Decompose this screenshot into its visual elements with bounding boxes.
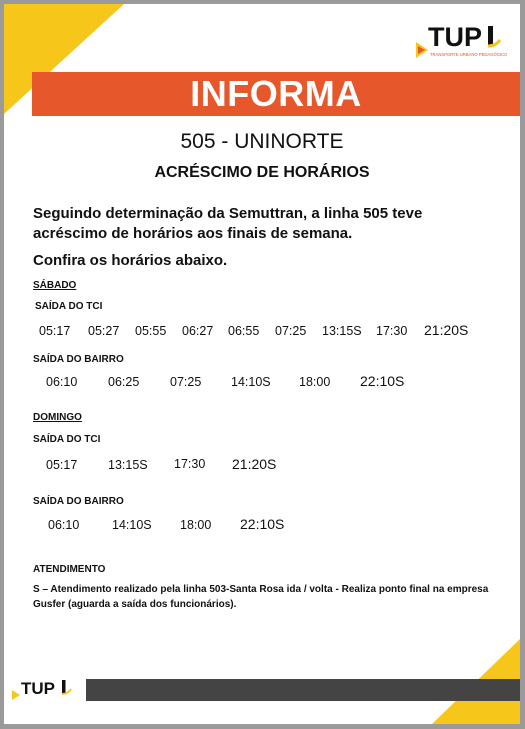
time-cell: 18:00	[299, 375, 331, 389]
time-cell: 06:25	[108, 375, 140, 389]
attendance-note: S – Atendimento realizado pela linha 503-Santa Rosa ida / volta - Realiza ponto final na empresa Gusfer (aguarda a saída dos funcionários).	[33, 584, 489, 610]
time-cell: 13:15S	[322, 324, 362, 338]
time-cell: 18:00	[180, 518, 212, 532]
intro-cta: Confira os horários abaixo.	[33, 252, 228, 269]
time-cell: 17:30	[376, 324, 408, 338]
time-cell: 07:25	[170, 375, 202, 389]
banner-title: INFORMA	[32, 72, 520, 116]
time-cell: 06:10	[48, 518, 80, 532]
notice-subtitle: ACRÉSCIMO DE HORÁRIOS	[154, 164, 370, 181]
time-cell: 14:10S	[231, 375, 271, 389]
route-title: 505 - UNINORTE	[180, 130, 344, 153]
svg-text:TUP: TUP	[428, 22, 482, 52]
time-cell: 22:10S	[240, 516, 285, 532]
tupi-logo	[416, 18, 508, 70]
time-cell: 05:27	[88, 324, 120, 338]
time-cell: 21:20S	[232, 456, 277, 472]
day-label-sunday: DOMINGO	[33, 412, 82, 423]
time-cell: 13:15S	[108, 458, 148, 472]
time-cell: 06:27	[182, 324, 214, 338]
intro-paragraph: Seguindo determinação da Semuttran, a linha 505 teve acréscimo de horários aos finais de semana.	[33, 205, 423, 242]
time-cell: 14:10S	[112, 518, 152, 532]
sat-bairro-label: SAÍDA DO BAIRRO	[33, 354, 124, 365]
time-cell: 07:25	[275, 324, 307, 338]
time-cell: 05:55	[135, 324, 167, 338]
sun-tci-label: SAÍDA DO TCI	[33, 434, 101, 445]
attendance-title: ATENDIMENTO	[33, 564, 106, 575]
time-cell: 17:30	[174, 457, 206, 471]
sat-tci-label: SAÍDA DO TCI	[35, 301, 103, 312]
svg-text:TRANSPORTE URBANO PEDAGÓGICO: TRANSPORTE URBANO PEDAGÓGICO	[430, 52, 508, 57]
svg-text:TUP: TUP	[21, 679, 55, 698]
time-cell: 06:10	[46, 375, 78, 389]
time-cell: 06:55	[228, 324, 260, 338]
tupi-logo-footer	[12, 676, 84, 706]
sun-bairro-label: SAÍDA DO BAIRRO	[33, 496, 124, 507]
notice-page	[4, 4, 520, 724]
time-cell: 05:17	[46, 458, 78, 472]
time-cell: 22:10S	[360, 373, 405, 389]
day-label-saturday: SÁBADO	[33, 280, 77, 291]
time-cell: 05:17	[39, 324, 71, 338]
footer-bar	[86, 679, 520, 701]
time-cell: 21:20S	[424, 322, 469, 338]
